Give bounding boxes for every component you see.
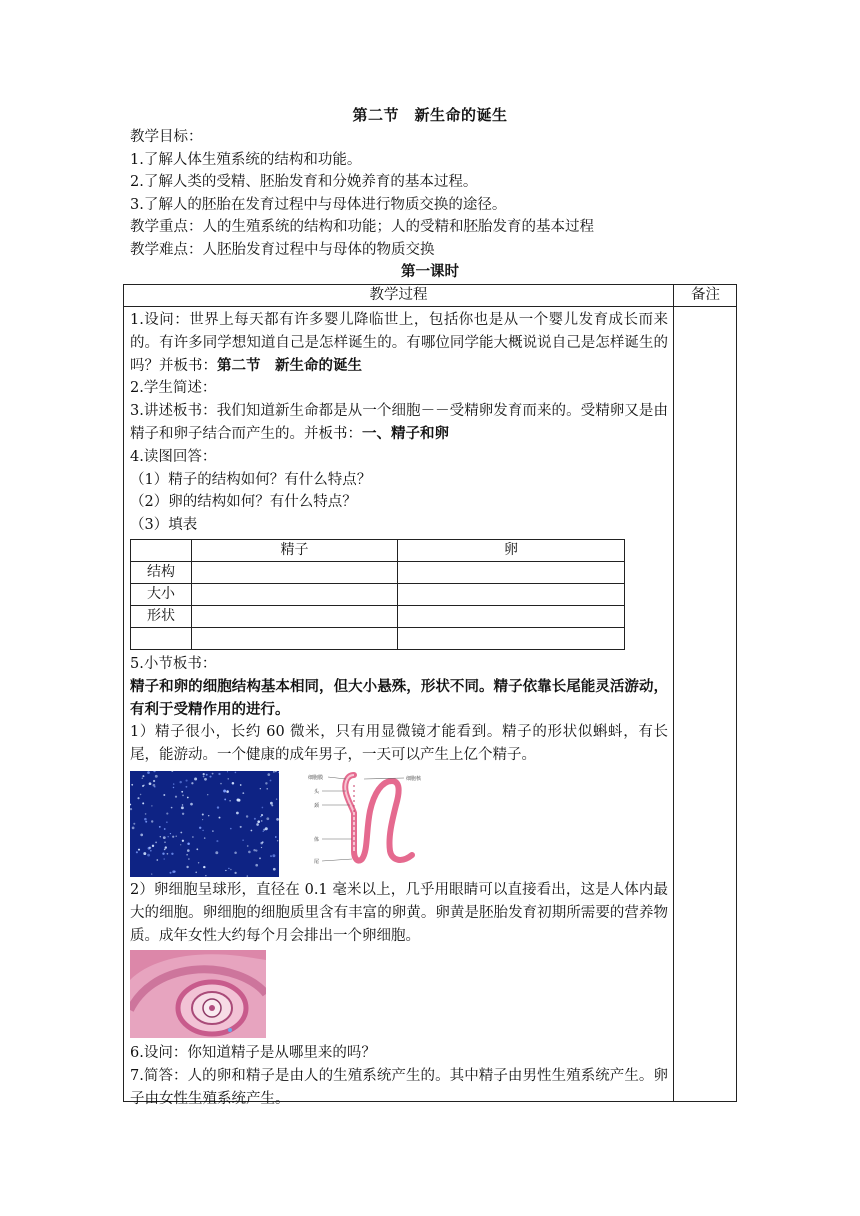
step-4: 4.读图回答： bbox=[130, 448, 217, 465]
summary-bold: 精子和卵的细胞结构基本相同，但大小悬殊，形状不同。精子依靠长尾能灵活游动，有利于受精作用的进行。 bbox=[130, 677, 668, 718]
question-3: （3）填表 bbox=[130, 517, 198, 534]
lesson-heading: 第一课时 bbox=[401, 263, 459, 280]
blackboard-section: 一、精子和卵 bbox=[362, 424, 449, 442]
sperm-structure-diagram bbox=[308, 771, 448, 871]
step-6: 6.设问：你知道精子是从哪里来的吗？ bbox=[130, 1045, 376, 1062]
label-cell-membrane: 细胞膜 bbox=[308, 774, 324, 781]
table-row bbox=[131, 583, 625, 605]
label-body: 体 bbox=[314, 836, 320, 843]
teaching-objectives bbox=[130, 126, 750, 261]
sperm-micrograph-image bbox=[130, 771, 279, 877]
step-2: 2.学生简述： bbox=[130, 380, 217, 397]
question-2: （2）卵的结构如何？有什么特点？ bbox=[130, 494, 357, 511]
step-7: 7.简答：人的卵和精子是由人的生殖系统产生的。其中精子由男性生殖系统产生。卵子由女性生殖系统产生。 bbox=[130, 1068, 668, 1107]
egg-cell-micrograph-image bbox=[130, 950, 266, 1038]
row-shape: 形状 bbox=[131, 605, 192, 627]
objective-1: 1.了解人体生殖系统的结构和功能。 bbox=[130, 151, 362, 168]
objectives-heading: 教学目标： bbox=[130, 129, 203, 145]
objective-2: 2.了解人类的受精、胚胎发育和分娩养育的基本过程。 bbox=[130, 174, 478, 190]
table-row bbox=[131, 605, 625, 627]
question-1: （1）精子的结构如何？有什么特点？ bbox=[130, 471, 372, 488]
row-size: 大小 bbox=[131, 583, 192, 605]
blackboard-title: 第二节 新生命的诞生 bbox=[217, 356, 362, 374]
step-1: 1.设问：世界上每天都有许多婴儿降临世上，包括你也是从一个婴儿发育成长而来的。有许多同学想知道自己是怎样诞生的。有哪位同学能大概说说自己是怎样诞生的吗？并板书：第二节 新生命的诞生 bbox=[130, 312, 668, 374]
col-sperm: 精子 bbox=[192, 539, 398, 561]
objective-3: 3.了解人的胚胎在发育过程中与母体进行物质交换的途径。 bbox=[130, 196, 507, 213]
table-row bbox=[131, 627, 625, 649]
key-points: 教学重点：人的生殖系统的结构和功能；人的受精和胚胎发育的基本过程 bbox=[130, 219, 594, 235]
table-row bbox=[131, 539, 625, 561]
table-row bbox=[131, 561, 625, 583]
sperm-description: 1）精子很小，长约 60 微米，只有用显微镜才能看到。精子的形状似蝌蚪，有长尾，能游动。一个健康的成年男子，一天可以产生上亿个精子。 bbox=[130, 724, 668, 764]
header-process: 教学过程 bbox=[369, 287, 428, 303]
difficult-points: 教学难点：人胚胎发育过程中与母体的物质交换 bbox=[130, 241, 435, 258]
fill-in-table bbox=[130, 539, 625, 650]
column-divider bbox=[673, 284, 674, 1102]
col-egg: 卵 bbox=[398, 539, 625, 561]
sperm-figures bbox=[130, 771, 668, 879]
header-notes: 备注 bbox=[691, 287, 720, 303]
step-5: 5.小节板书： bbox=[130, 655, 217, 672]
sperm-shape bbox=[345, 775, 412, 861]
process-content bbox=[130, 309, 668, 1111]
label-neck: 颈 bbox=[314, 802, 320, 809]
header-divider bbox=[123, 306, 737, 307]
label-tail: 尾 bbox=[314, 858, 320, 865]
page-title: 第二节 新生命的诞生 bbox=[352, 106, 508, 124]
step-3: 3.讲述板书：我们知道新生命都是从一个细胞－－受精卵发育而来的。受精卵又是由精子和卵子结合而产生的。并板书：一、精子和卵 bbox=[130, 403, 668, 442]
row-structure: 结构 bbox=[131, 561, 192, 583]
label-nucleus: 细胞核 bbox=[406, 775, 422, 782]
egg-description: 2）卵细胞呈球形，直径在 0.1 毫米以上，几乎用眼睛可以直接看出，这是人体内最大的细胞。卵细胞的细胞质里含有丰富的卵黄。卵黄是胚胎发育初期所需要的营养物质。成年女性大约每个月会排出一个卵细胞。 bbox=[130, 881, 668, 944]
label-head: 头 bbox=[314, 788, 320, 795]
